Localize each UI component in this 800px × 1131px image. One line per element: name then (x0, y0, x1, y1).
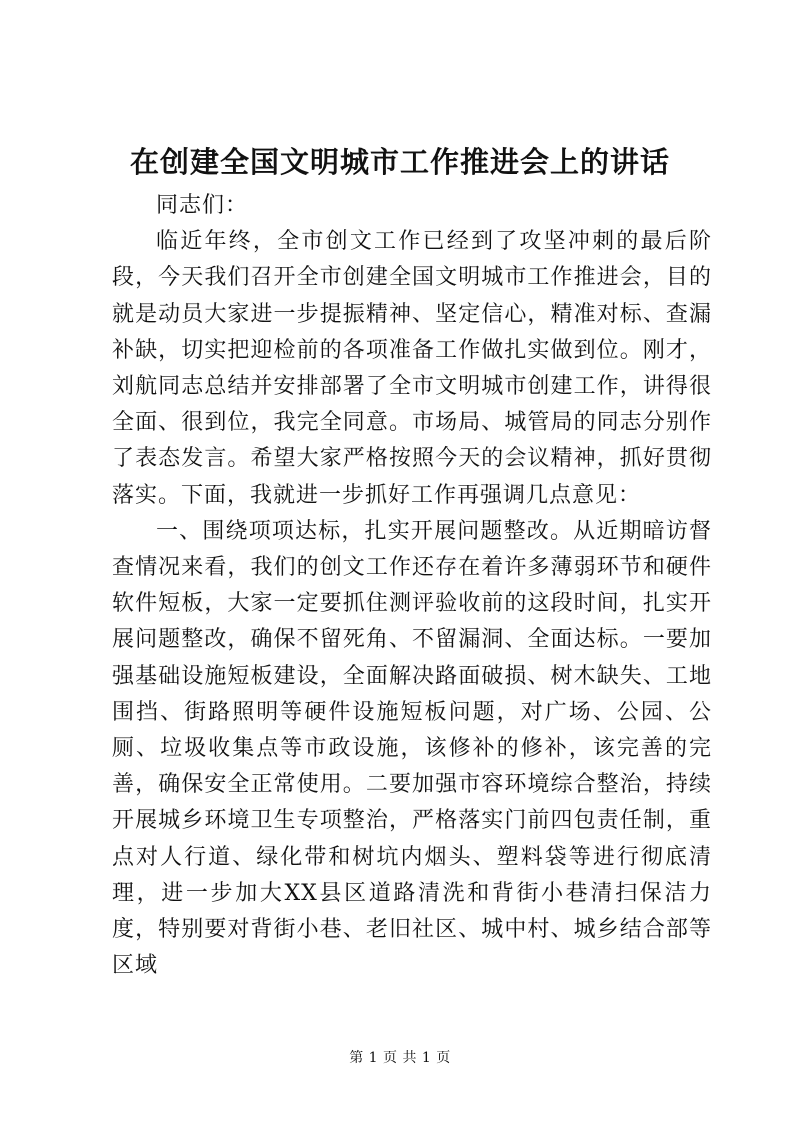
paragraph-intro: 临近年终，全市创文工作已经到了攻坚冲刺的最后阶段，今天我们召开全市创建全国文明城市工作推进会，目的就是动员大家进一步提振精神、坚定信心，精准对标、查漏补缺，切实把迎检前的各项准备工作做扎实做到位。刚才，刘航同志总结并安排部署了全市文明城市创建工作，讲得很全面、很到位，我完全同意。市场局、城管局的同志分别作了表态发言。希望大家严格按照今天的会议精神，抓好贯彻落实。下面，我就进一步抓好工作再强调几点意见： (112, 229, 712, 508)
salutation: 同志们： (156, 193, 249, 218)
page-footer: 第 1 页 共 1 页 (349, 1050, 451, 1066)
page-title: 在创建全国文明城市工作推进会上的讲话 (129, 145, 670, 179)
document-body (112, 188, 712, 984)
paragraph-section-one: 一、围绕项项达标，扎实开展问题整改。从近期暗访督查情况来看，我们的创文工作还存在着许多薄弱环节和硬件软件短板，大家一定要抓住测评验收前的这段时间，扎实开展问题整改，确保不留死角、不留漏洞、全面达标。一要加强基础设施短板建设，全面解决路面破损、树木缺失、工地围挡、街路照明等硬件设施短板问题，对广场、公园、公厕、垃圾收集点等市政设施，该修补的修补，该完善的完善，确保安全正常使用。二要加强市容环境综合整治，持续开展城乡环境卫生专项整治，严格落实门前四包责任制，重点对人行道、绿化带和树坑内烟头、塑料袋等进行彻底清理，进一步加大XX县区道路清洗和背街小巷清扫保洁力度，特别要对背街小巷、老旧社区、城中村、城乡结合部等区域 (112, 518, 712, 979)
